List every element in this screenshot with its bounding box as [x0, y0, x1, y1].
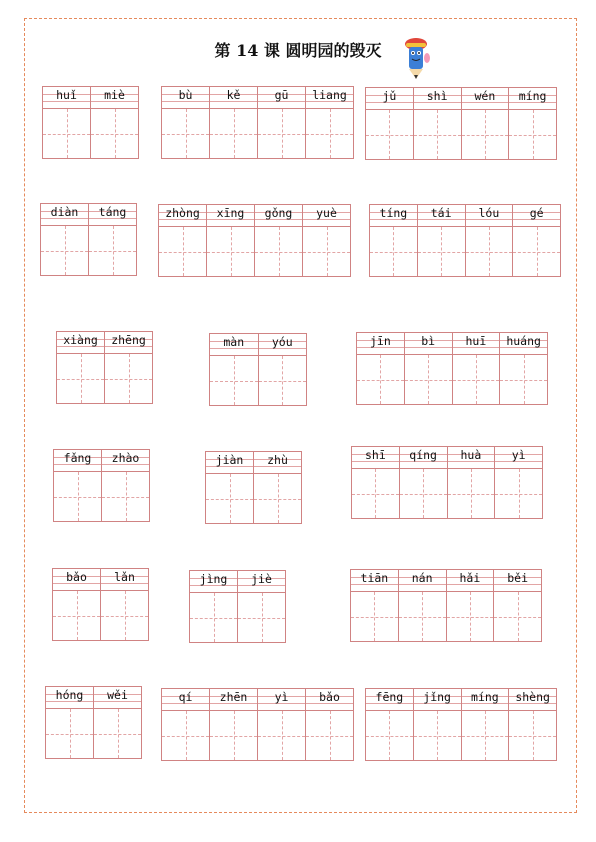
pinyin-cell: [41, 204, 89, 275]
pinyin-label-area: [509, 88, 556, 110]
pinyin-label: gū: [274, 88, 289, 102]
pinyin-cell: [405, 333, 453, 404]
pinyin-label: táng: [98, 205, 127, 219]
pinyin-cell: [210, 334, 259, 405]
hanzi-writing-grid[interactable]: [370, 227, 417, 276]
hanzi-writing-grid[interactable]: [500, 355, 547, 404]
pinyin-label: bǎo: [66, 570, 87, 584]
pinyin-label: jìng: [199, 572, 228, 586]
pinyin-box-jin-bi-hui-huang: [356, 332, 548, 405]
pinyin-label: huà: [460, 448, 482, 462]
pinyin-label: xiàng: [63, 333, 98, 347]
hanzi-writing-grid[interactable]: [101, 591, 148, 640]
pinyin-label-area: [258, 87, 305, 109]
pinyin-cell: [258, 689, 306, 760]
pinyin-label: zhēn: [219, 690, 248, 704]
pinyin-box-jian-zhu: [205, 451, 302, 524]
pinyin-label-area: [399, 570, 446, 592]
pinyin-label-area: [370, 205, 417, 227]
pinyin-label: yóu: [271, 335, 293, 349]
hanzi-writing-grid[interactable]: [102, 472, 149, 521]
pinyin-label: xīng: [216, 206, 245, 220]
pinyin-box-tian-nan-hai-bei: [350, 569, 542, 642]
pinyin-label: huáng: [506, 334, 541, 348]
pinyin-label: jǔ: [382, 89, 397, 103]
pinyin-label: diàn: [50, 205, 79, 219]
hanzi-writing-grid[interactable]: [448, 469, 495, 518]
pinyin-label: wén: [474, 89, 496, 103]
pinyin-cell: [162, 689, 210, 760]
pinyin-label: màn: [223, 335, 245, 349]
pinyin-cell: [105, 332, 152, 403]
pinyin-cell: [259, 334, 307, 405]
pinyin-label-area: [206, 452, 253, 474]
hanzi-writing-grid[interactable]: [352, 469, 399, 518]
pinyin-cell: [102, 450, 149, 521]
pinyin-label: lóu: [478, 206, 500, 220]
hanzi-writing-grid[interactable]: [462, 711, 509, 760]
pinyin-cell: [54, 450, 102, 521]
pinyin-label-area: [238, 571, 285, 593]
pinyin-box-shi-qing-hua-yi: [351, 446, 543, 519]
hanzi-writing-grid[interactable]: [207, 227, 254, 276]
pinyin-cell: [400, 447, 448, 518]
pinyin-label-area: [509, 689, 556, 711]
pinyin-cell: [448, 447, 496, 518]
pinyin-cell: [46, 687, 94, 758]
pinyin-cell: [352, 447, 400, 518]
pinyin-label: huī: [465, 334, 487, 348]
pinyin-box-ju-shi-wen-ming: [365, 87, 557, 160]
hanzi-writing-grid[interactable]: [414, 711, 461, 760]
hanzi-writing-grid[interactable]: [414, 110, 461, 159]
pinyin-box-ting-tai-lou-ge: [369, 204, 561, 277]
hanzi-writing-grid[interactable]: [41, 226, 88, 275]
pinyin-label-area: [366, 689, 413, 711]
pinyin-cell: [57, 332, 105, 403]
pinyin-cell: [306, 87, 353, 158]
pinyin-label: nán: [411, 571, 433, 585]
pinyin-label-area: [400, 447, 447, 469]
pinyin-box-feng-jing-ming-sheng: [365, 688, 557, 761]
hanzi-writing-grid[interactable]: [418, 227, 465, 276]
pinyin-box-man-you: [209, 333, 307, 406]
pinyin-label: qíng: [409, 448, 437, 462]
pinyin-label: fǎng: [63, 451, 92, 465]
pinyin-label-area: [351, 570, 398, 592]
pinyin-label: miè: [104, 88, 125, 102]
pinyin-label-area: [255, 205, 302, 227]
pinyin-label-area: [414, 88, 461, 110]
pinyin-cell: [43, 87, 91, 158]
pinyin-label: jiàn: [215, 453, 244, 467]
pinyin-box-hui-mie: [42, 86, 139, 159]
pinyin-label: zhù: [267, 453, 288, 467]
pinyin-label-area: [352, 447, 399, 469]
pinyin-cell: [466, 205, 514, 276]
pinyin-cell: [370, 205, 418, 276]
pinyin-label: jǐng: [423, 690, 451, 704]
pinyin-label: jiè: [251, 572, 272, 586]
pinyin-label: zhēng: [111, 333, 146, 347]
pinyin-cell: [306, 689, 353, 760]
pinyin-cell: [513, 205, 560, 276]
pinyin-label: gé: [529, 206, 544, 220]
pinyin-label-area: [190, 571, 237, 593]
pinyin-box-jing-jie: [189, 570, 286, 643]
hanzi-writing-grid[interactable]: [306, 109, 353, 158]
pinyin-label-area: [405, 333, 452, 355]
hanzi-writing-grid[interactable]: [306, 711, 353, 760]
pinyin-box-bu-ke-gu-liang: [161, 86, 354, 159]
pinyin-cell: [414, 689, 462, 760]
hanzi-writing-grid[interactable]: [210, 356, 258, 405]
pinyin-cell: [303, 205, 350, 276]
pinyin-label: bì: [421, 334, 436, 348]
hanzi-writing-grid[interactable]: [351, 592, 398, 641]
pinyin-cell: [366, 689, 414, 760]
hanzi-writing-grid[interactable]: [254, 474, 301, 523]
pinyin-label: jīn: [369, 334, 391, 348]
pinyin-cell: [509, 88, 556, 159]
hanzi-writing-grid[interactable]: [453, 355, 500, 404]
pinyin-label-area: [46, 687, 93, 709]
pinyin-label-area: [101, 569, 148, 591]
pinyin-label-area: [41, 204, 88, 226]
pinyin-cell: [500, 333, 547, 404]
pinyin-cell: [494, 570, 541, 641]
pinyin-label-area: [207, 205, 254, 227]
pinyin-label-area: [453, 333, 500, 355]
pinyin-cell: [258, 87, 306, 158]
pinyin-label-area: [462, 88, 509, 110]
pinyin-cell: [207, 205, 255, 276]
pinyin-label-area: [53, 569, 100, 591]
pinyin-cell: [495, 447, 542, 518]
pinyin-label: hǎi: [459, 571, 481, 585]
pinyin-label: huǐ: [56, 88, 77, 102]
pinyin-label: qí: [178, 690, 193, 704]
pinyin-label: zhào: [111, 451, 140, 465]
pinyin-label-area: [366, 88, 413, 110]
pinyin-label: wěi: [107, 688, 128, 702]
hanzi-writing-grid[interactable]: [366, 711, 413, 760]
pinyin-label: shī: [364, 448, 386, 462]
hanzi-writing-grid[interactable]: [162, 711, 209, 760]
pinyin-label-area: [91, 87, 138, 109]
pinyin-cell: [94, 687, 141, 758]
pinyin-label-area: [447, 570, 494, 592]
pinyin-label: yì: [511, 448, 526, 462]
pinyin-label-area: [494, 570, 541, 592]
pinyin-label-area: [462, 689, 509, 711]
pinyin-label-area: [105, 332, 152, 354]
pinyin-cell: [190, 571, 238, 642]
pinyin-label-area: [414, 689, 461, 711]
page-title: 第 14 课 圆明园的毁灭: [214, 41, 382, 60]
pinyin-label: bù: [178, 88, 193, 102]
hanzi-writing-grid[interactable]: [255, 227, 302, 276]
pinyin-cell: [462, 88, 510, 159]
pinyin-cell: [418, 205, 466, 276]
pinyin-label-area: [357, 333, 404, 355]
hanzi-writing-grid[interactable]: [494, 592, 541, 641]
pinyin-label-area: [500, 333, 547, 355]
pinyin-cell: [210, 87, 258, 158]
pinyin-label: shèng: [515, 690, 550, 704]
pinyin-label-area: [306, 689, 353, 711]
hanzi-writing-grid[interactable]: [258, 711, 305, 760]
pinyin-cell: [462, 689, 510, 760]
pinyin-label-area: [306, 87, 353, 109]
pinyin-label: bǎo: [319, 690, 340, 704]
pinyin-label-area: [259, 334, 307, 356]
pinyin-label: tiān: [360, 571, 389, 585]
pinyin-label: kě: [226, 88, 241, 102]
pinyin-label-area: [162, 689, 209, 711]
hanzi-writing-grid[interactable]: [210, 109, 257, 158]
pinyin-label-area: [418, 205, 465, 227]
pinyin-label-area: [466, 205, 513, 227]
hanzi-writing-grid[interactable]: [258, 109, 305, 158]
hanzi-writing-grid[interactable]: [400, 469, 447, 518]
hanzi-writing-grid[interactable]: [303, 227, 350, 276]
pinyin-label-area: [448, 447, 495, 469]
hanzi-writing-grid[interactable]: [513, 227, 560, 276]
hanzi-writing-grid[interactable]: [54, 472, 101, 521]
pinyin-cell: [53, 569, 101, 640]
hanzi-writing-grid[interactable]: [46, 709, 93, 758]
pinyin-label: tái: [430, 206, 452, 220]
pinyin-cell: [101, 569, 148, 640]
hanzi-writing-grid[interactable]: [89, 226, 136, 275]
pinyin-cell: [447, 570, 495, 641]
hanzi-writing-grid[interactable]: [159, 227, 206, 276]
hanzi-writing-grid[interactable]: [210, 711, 257, 760]
pinyin-cell: [91, 87, 138, 158]
pinyin-box-dian-tang: [40, 203, 137, 276]
hanzi-writing-grid[interactable]: [366, 110, 413, 159]
pinyin-label-area: [495, 447, 542, 469]
pinyin-label-area: [513, 205, 560, 227]
pinyin-label-area: [57, 332, 104, 354]
pinyin-cell: [89, 204, 136, 275]
pinyin-label: shì: [426, 89, 448, 103]
pinyin-box-qi-zhen-yi-bao: [161, 688, 354, 761]
hanzi-writing-grid[interactable]: [43, 109, 90, 158]
pinyin-label-area: [254, 452, 301, 474]
hanzi-writing-grid[interactable]: [105, 354, 152, 403]
pinyin-box-hong-wei: [45, 686, 142, 759]
pinyin-label-area: [303, 205, 350, 227]
hanzi-writing-grid[interactable]: [190, 593, 237, 642]
pinyin-cell: [399, 570, 447, 641]
pinyin-label: yuè: [316, 206, 337, 220]
pinyin-box-zhong-xing-gong-yue: [158, 204, 351, 277]
hanzi-writing-grid[interactable]: [53, 591, 100, 640]
pinyin-cell: [206, 452, 254, 523]
hanzi-writing-grid[interactable]: [495, 469, 542, 518]
pinyin-cell: [357, 333, 405, 404]
hanzi-writing-grid[interactable]: [447, 592, 494, 641]
hanzi-writing-grid[interactable]: [91, 109, 138, 158]
pinyin-cell: [509, 689, 556, 760]
pinyin-cell: [255, 205, 303, 276]
hanzi-writing-grid[interactable]: [57, 354, 104, 403]
hanzi-writing-grid[interactable]: [509, 711, 556, 760]
pinyin-cell: [351, 570, 399, 641]
hanzi-writing-grid[interactable]: [405, 355, 452, 404]
pinyin-label: lǎn: [114, 570, 135, 584]
pinyin-label-area: [210, 87, 257, 109]
pinyin-cell: [159, 205, 207, 276]
pinyin-label: hóng: [55, 688, 84, 702]
hanzi-writing-grid[interactable]: [238, 593, 285, 642]
hanzi-writing-grid[interactable]: [509, 110, 556, 159]
pencil-mascot-icon: [400, 36, 432, 80]
pinyin-label-area: [89, 204, 136, 226]
pinyin-cell: [210, 689, 258, 760]
pinyin-cell: [366, 88, 414, 159]
pinyin-cell: [238, 571, 285, 642]
pinyin-cell: [162, 87, 210, 158]
pinyin-label: yì: [274, 690, 289, 704]
pinyin-label-area: [258, 689, 305, 711]
pinyin-cell: [414, 88, 462, 159]
hanzi-writing-grid[interactable]: [357, 355, 404, 404]
pinyin-label: tíng: [379, 206, 408, 220]
hanzi-writing-grid[interactable]: [462, 110, 509, 159]
pinyin-label-area: [162, 87, 209, 109]
hanzi-writing-grid[interactable]: [259, 356, 307, 405]
pinyin-label-area: [43, 87, 90, 109]
hanzi-writing-grid[interactable]: [466, 227, 513, 276]
pinyin-box-bao-lan: [52, 568, 149, 641]
hanzi-writing-grid[interactable]: [206, 474, 253, 523]
pinyin-box-xiang-zheng: [56, 331, 153, 404]
pinyin-label: míng: [518, 89, 547, 103]
pinyin-label: gǒng: [264, 206, 293, 220]
pinyin-box-fang-zhao: [53, 449, 150, 522]
hanzi-writing-grid[interactable]: [94, 709, 141, 758]
pinyin-cell: [254, 452, 301, 523]
pinyin-label-area: [54, 450, 101, 472]
pinyin-label: liang: [312, 88, 347, 102]
pinyin-label: míng: [471, 690, 499, 704]
pinyin-cell: [453, 333, 501, 404]
pinyin-label-area: [159, 205, 206, 227]
pinyin-label: zhòng: [165, 206, 200, 220]
hanzi-writing-grid[interactable]: [162, 109, 209, 158]
pinyin-label-area: [102, 450, 149, 472]
pinyin-label-area: [210, 689, 257, 711]
pinyin-label-area: [210, 334, 258, 356]
hanzi-writing-grid[interactable]: [399, 592, 446, 641]
pinyin-label: fēng: [375, 690, 404, 704]
pinyin-label: běi: [507, 571, 529, 585]
pinyin-label-area: [94, 687, 141, 709]
